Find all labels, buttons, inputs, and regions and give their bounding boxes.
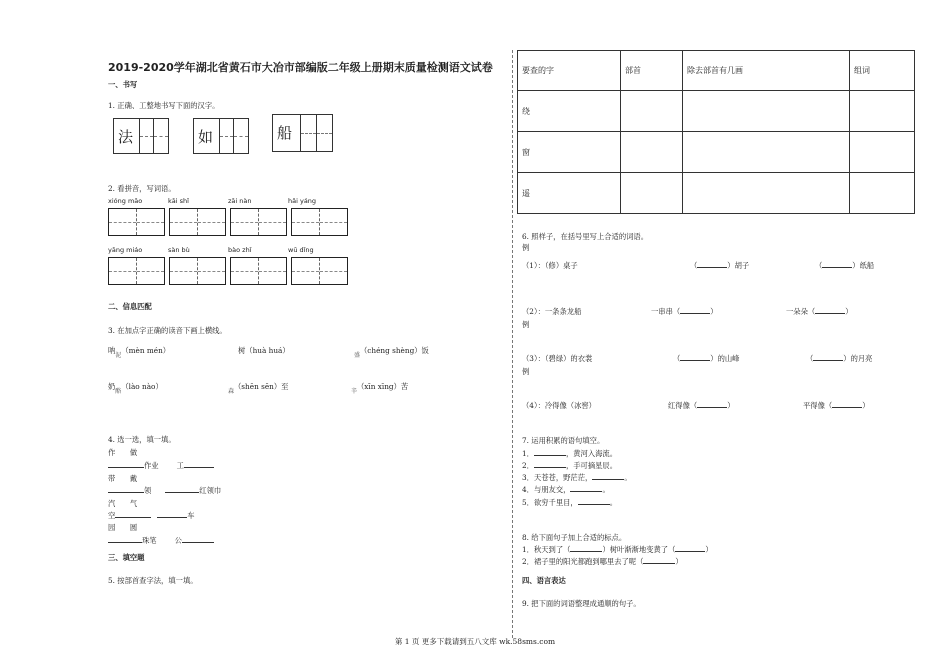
- section-heading-fill: 三、填空题: [108, 553, 145, 562]
- table-header: 组词: [850, 51, 915, 91]
- answer-box[interactable]: [230, 257, 287, 285]
- q7-line-5: 5．欲穷千里目， 。: [522, 498, 618, 507]
- example-label: 例: [522, 243, 530, 252]
- table-cell: 窗: [518, 132, 621, 173]
- q3-row-2b: $_森$（shēn sēn）至: [228, 382, 289, 395]
- question-9: 9. 把下面的词语整理成通顺的句子。: [522, 599, 641, 608]
- example-label: 例: [522, 367, 530, 376]
- q8-line-1: 1．秋天到了（ ）树叶渐渐地变黄了（ ）: [522, 545, 713, 554]
- answer-cell[interactable]: [683, 91, 850, 132]
- model-char-3: 船: [277, 124, 293, 142]
- writing-grid-3: [272, 114, 333, 152]
- q3-row-1b: 树（huà huá）: [238, 346, 290, 355]
- page-footer: 第 1 页 更多下载请到五八文库 wk.58sms.com: [394, 637, 556, 646]
- answer-box[interactable]: [108, 208, 165, 236]
- answer-cell[interactable]: [683, 132, 850, 173]
- question-3: 3. 在加点字正确的读音下画上横线。: [108, 326, 227, 335]
- table-cell: 绕: [518, 91, 621, 132]
- q6-r1b: （ ）胡子: [690, 261, 750, 270]
- question-8: 8. 给下面句子加上合适的标点。: [522, 533, 627, 542]
- q4-group-4: 园 圆: [108, 523, 138, 532]
- writing-grid-1: [113, 118, 169, 154]
- answer-cell[interactable]: [683, 173, 850, 214]
- answer-box[interactable]: [169, 208, 226, 236]
- pinyin-5: yāng miáo: [108, 246, 143, 254]
- table-header: 部首: [621, 51, 683, 91]
- answer-cell[interactable]: [850, 91, 915, 132]
- page-title: 2019-2020学年湖北省黄石市大冶市部编版二年级上册期末质量检测语文试卷: [108, 61, 493, 74]
- q6-r3b: （ ）的山峰: [673, 354, 740, 363]
- q4-line-4: 珠笔 公: [108, 536, 214, 546]
- q3-row-2a: 奶$_酪$（lào nào）: [108, 382, 163, 395]
- q3-row-1c: $_盛$（chéng shèng）饭: [354, 346, 429, 359]
- q6-r2b: 一串串（ ）: [651, 307, 718, 316]
- model-char-2: 如: [198, 128, 214, 146]
- answer-box[interactable]: [169, 257, 226, 285]
- pinyin-7: bào zhǐ: [228, 246, 252, 254]
- q6-r3a: （3）：（碧绿）的衣裳: [522, 354, 593, 363]
- pinyin-6: sàn bù: [168, 246, 190, 254]
- q7-line-3: 3．天苍苍，野茫茫， 。: [522, 473, 632, 482]
- answer-cell[interactable]: [621, 91, 683, 132]
- q6-r2c: 一朵朵（ ）: [786, 307, 853, 316]
- pinyin-2: kāi shǐ: [168, 197, 189, 205]
- section-heading-matching: 二、信息匹配: [108, 302, 152, 311]
- q6-r2a: （2）：一条条龙船: [522, 307, 582, 316]
- radical-lookup-table: [517, 50, 915, 214]
- question-2: 2. 看拼音，写词语。: [108, 184, 176, 193]
- answer-cell[interactable]: [621, 132, 683, 173]
- q4-group-2: 带 戴: [108, 474, 138, 483]
- answer-box[interactable]: [291, 208, 348, 236]
- question-6: 6. 照样子，在括号里写上合适的词语。: [522, 232, 649, 241]
- example-label: 例: [522, 320, 530, 329]
- section-heading-expression: 四、语言表达: [522, 576, 566, 585]
- pinyin-4: hǎi yáng: [288, 197, 317, 205]
- q3-row-2c: $_辛$（xīn xīng）苦: [351, 382, 409, 395]
- question-5: 5. 按部首查字法，填一填。: [108, 576, 198, 585]
- q7-line-4: 4．与朋友交， 。: [522, 485, 610, 494]
- answer-cell[interactable]: [850, 173, 915, 214]
- table-header: 要查的字: [518, 51, 621, 91]
- answer-box[interactable]: [108, 257, 165, 285]
- q6-r4c: 平得像（ ）: [803, 401, 870, 410]
- section-heading-writing: 一、书写: [108, 80, 138, 89]
- answer-cell[interactable]: [621, 173, 683, 214]
- q4-line-2: 领 红领巾: [108, 486, 221, 496]
- question-7: 7. 运用积累的语句填空。: [522, 436, 605, 445]
- q6-r4b: 红得像（ ）: [668, 401, 735, 410]
- pinyin-3: zāi nàn: [228, 197, 252, 205]
- model-char-1: 法: [118, 128, 134, 146]
- q4-group-1: 作 做: [108, 448, 138, 457]
- q6-r3c: （ ）的月亮: [806, 354, 873, 363]
- answer-cell[interactable]: [850, 132, 915, 173]
- q7-line-2: 2． ，手可摘星辰。: [522, 461, 618, 470]
- question-1: 1. 正确、工整地书写下面的汉字。: [108, 101, 220, 110]
- q6-r4a: （4）：冷得像（冰窖）: [522, 401, 596, 410]
- answer-box[interactable]: [291, 257, 348, 285]
- writing-grid-2: [193, 118, 249, 154]
- q7-line-1: 1． ，黄河入海流。: [522, 449, 618, 458]
- q4-group-3: 汽 气: [108, 499, 138, 508]
- table-cell: 遥: [518, 173, 621, 214]
- pinyin-8: wū dǐng: [288, 246, 314, 254]
- table-header: 除去部首有几画: [683, 51, 850, 91]
- q6-r1c: （ ）纸船: [815, 261, 875, 270]
- q4-line-1: 作业 工: [108, 461, 214, 471]
- pinyin-1: xióng māo: [108, 197, 143, 205]
- question-4: 4. 选一选，填一填。: [108, 435, 176, 444]
- q4-line-3: 空 车: [108, 511, 195, 520]
- q3-row-1: 呐$_泥$（mèn mén）: [108, 346, 171, 359]
- answer-box[interactable]: [230, 208, 287, 236]
- q6-r1a: （1）：（修）桌子: [522, 261, 578, 270]
- q8-line-2: 2．裙子里的阳光都跑到哪里去了呢（ ）: [522, 557, 683, 566]
- column-divider: [512, 50, 513, 638]
